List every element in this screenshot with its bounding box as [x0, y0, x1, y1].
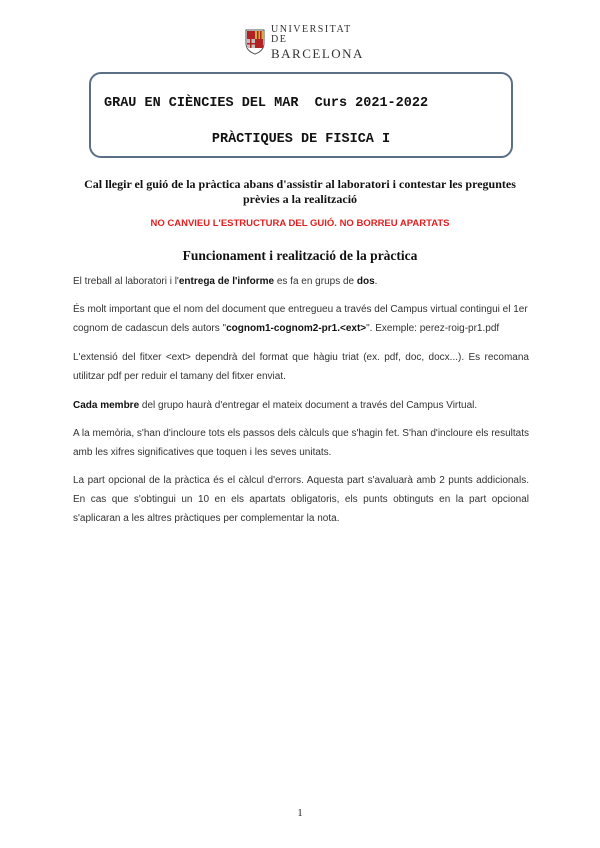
p2-text-a: És molt important que el nom del document que entregueu a través del Campus virtual contingui el 1er cognom de cadascun dels autors ": [73, 304, 528, 334]
title-box: [89, 72, 513, 158]
paragraph-group-work: [73, 272, 529, 291]
p2-filename-pattern: cognom1-cognom2-pr1.<ext>: [226, 323, 367, 334]
paragraph-file-extension: L'extensió del fitxer <ext> dependrà del format que hàgiu triat (ex. pdf, doc, docx...). Es recomana utilitzar pdf per reduir el tamany del fitxer enviat.: [73, 352, 529, 382]
intro-line-2: prèvies a la realització: [242, 192, 358, 206]
section-heading: Funcionament i realització de la pràctica: [182, 248, 418, 263]
paragraph-each-member: [73, 396, 529, 415]
structure-warning: NO CANVIEU L'ESTRUCTURA DEL GUIÓ. NO BORREU APARTATS: [150, 218, 450, 229]
university-logo: [245, 23, 364, 61]
p1-emphasis-report: entrega de l'informe: [178, 276, 275, 287]
paragraph-calculations: A la memòria, s'han d'incloure tots els passos dels càlculs que s'hagin fet. S'han d'incloure els resultats amb les xifres significatives que toquen i les seves unitats.: [73, 428, 529, 458]
p1-text-a: El treball al laboratori i l': [73, 276, 179, 287]
intro-line-1: Cal llegir el guió de la pràctica abans d'assistir al laboratori i contestar les preguntes: [84, 177, 516, 191]
university-shield-icon: [245, 29, 265, 55]
p1-text-c: es fa en grups de: [274, 276, 357, 287]
p2-text-c: ". Exemple: perez-roig-pr1.pdf: [366, 323, 500, 334]
paragraph-file-naming: [73, 300, 529, 338]
intro-instruction: [70, 177, 530, 207]
course-title: GRAU EN CIÈNCIES DEL MAR Curs 2021-2022: [104, 96, 429, 111]
page-number: 1: [297, 808, 303, 819]
paragraph-optional-part: La part opcional de la pràctica és el càlcul d'errors. Aquesta part s'avaluarà amb 2 punts addicionals. En cas que s'obtingui un 10 en els apartats obligatoris, els punts obtinguts en la part opcional s'aplicaran a les altres pràctiques per complementar la nota.: [73, 475, 529, 524]
practice-title: PRÀCTIQUES DE FISICA I: [211, 132, 391, 147]
p1-text-e: .: [374, 276, 378, 287]
p4-emphasis-member: Cada membre: [73, 400, 140, 411]
p1-emphasis-two: dos: [356, 276, 375, 287]
logo-line-1: UNIVERSITAT DE: [271, 23, 352, 45]
logo-line-2: BARCELONA: [271, 45, 364, 61]
p4-text-b: del grupo haurà d'entregar el mateix document a través del Campus Virtual.: [139, 400, 478, 411]
